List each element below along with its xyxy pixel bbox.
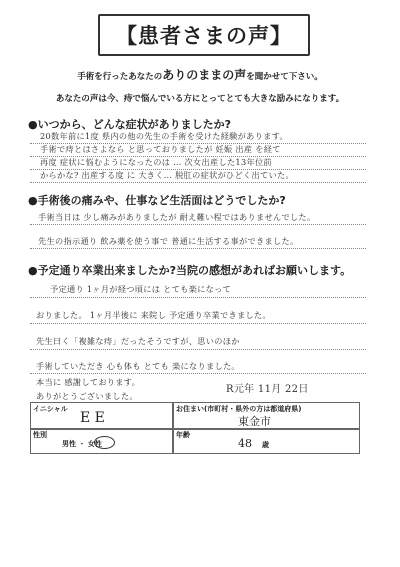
answer-line: 20数年前に1度 県内の他の先生の手術を受けた経験があります。 [40, 131, 288, 141]
initials-label: イニシャル [33, 405, 68, 413]
submission-date: R元年 11月 22日 [226, 384, 309, 395]
gender-label: 性別 [33, 431, 47, 439]
gender-options: 男性 ・ 女性 [62, 440, 102, 448]
answer-rule [30, 349, 366, 350]
section-heading-graduation: ●予定通り卒業出来ましたか?当院の感想があればお願いします。 [28, 264, 352, 277]
answer-line: 手術当日は 少し痛みがありましたが 耐え難い程ではありませんでした。 [38, 212, 316, 222]
intro-line-1-pre: 手術を行ったあなたの [77, 72, 163, 82]
intro-line-1 [0, 66, 400, 83]
answer-line: 予定通り 1ヶ月が経つ頃には とても楽になって [50, 284, 232, 294]
intro-line-1-post: を聞かせて下さい。 [246, 72, 323, 82]
answer-rule [30, 297, 366, 298]
gender-selected-circle [94, 436, 115, 449]
initials-value: E E [80, 410, 105, 426]
section-heading-postop: ●手術後の痛みや、仕事など生活面はどうでしたか? [28, 194, 286, 207]
answer-line: 手術していただき 心も体も とても 楽になりました。 [36, 361, 240, 371]
answer-rule [30, 224, 366, 225]
section-heading-symptoms: ●いつから、どんな症状がありましたか? [28, 118, 231, 131]
age-unit: 歳 [262, 441, 269, 449]
answer-line: 手術で痔とはさよなら と思っておりましたが 妊娠 出産 を経て [40, 144, 281, 154]
answer-rule [30, 182, 366, 183]
address-value: 東金市 [238, 415, 271, 428]
answer-line: からかな? 出産する度 に 大きく… 脱肛の症状がひどく出ていた。 [40, 170, 294, 180]
answer-line: 再度 症状に悩むようになったのは … 次女出産した13年位前 [40, 157, 272, 167]
answer-line: 本当に 感謝しております。 [36, 377, 141, 387]
answer-line: ありがとうございました。 [36, 391, 138, 401]
age-label: 年齢 [176, 431, 190, 439]
page-title: 【患者さまの声】 [98, 14, 310, 56]
answer-rule [30, 248, 366, 249]
age-value: 48 [238, 437, 252, 450]
answer-line: 先生曰く「複雑な痔」だったそうですが、思いのほか [36, 336, 240, 346]
answer-rule [30, 373, 366, 374]
intro-line-2: あなたの声は今、痔で悩んでいる方にとってとても大きな励みになります。 [55, 94, 345, 104]
answer-line: 先生の指示通り 飲み薬を使う事で 普通に生活する事ができました。 [38, 236, 299, 246]
answer-line: おりました。 1ヶ月半後に 来院し 予定通り卒業できました。 [36, 310, 271, 320]
answer-rule [30, 323, 366, 324]
intro-line-1-emphasis: ありのままの声 [162, 68, 247, 82]
address-label: お住まい(市町村・県外の方は都道府県) [176, 405, 302, 413]
